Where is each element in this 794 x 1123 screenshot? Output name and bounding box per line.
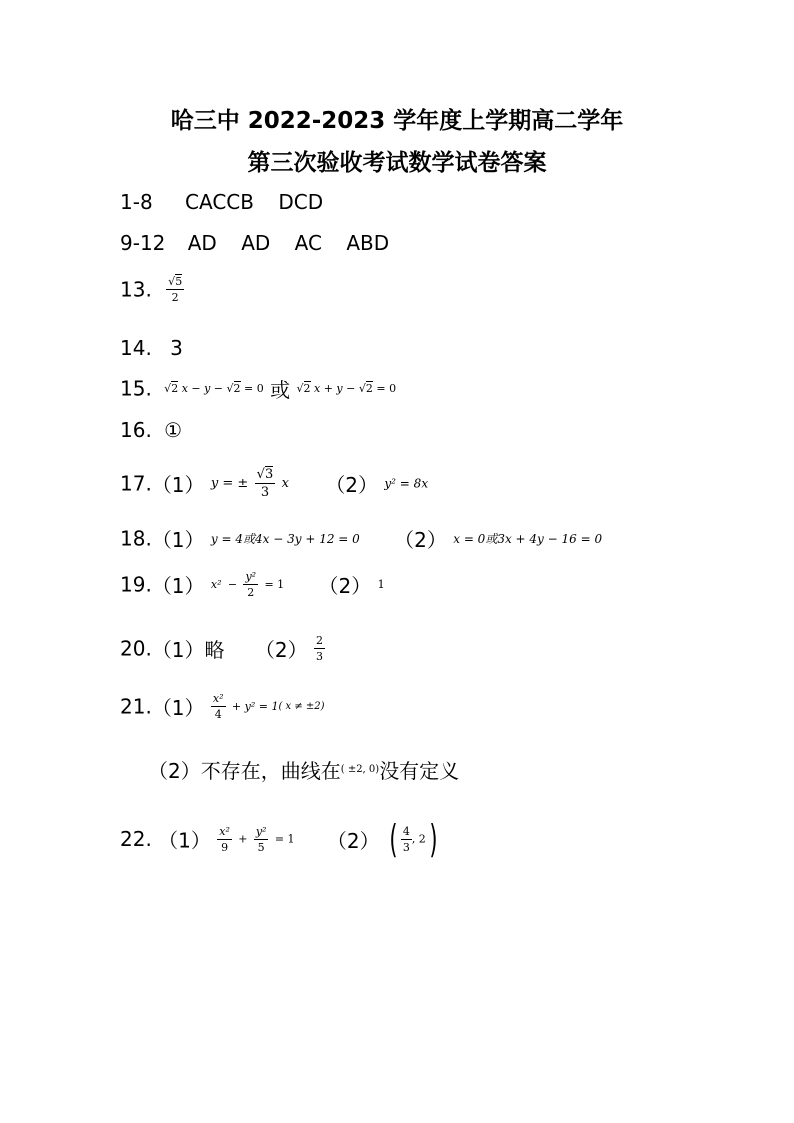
point: ( ±2, 0) [340,764,380,775]
part-label: （2） [394,528,447,552]
part-label: （1） [158,828,211,853]
answer-text: CACCB [185,190,254,214]
answer-row-18 [120,524,602,553]
part-label: （2） [148,759,201,783]
equation: y = 4或4x − 3y + 12 = 0 [210,532,360,546]
part-label: （1） [151,473,205,497]
part-label: （1） [151,696,205,720]
equation: − [227,578,238,591]
answer-text: 没有定义 [379,759,460,783]
answer-text: 3 [170,336,183,360]
question-label: 9-12 [120,231,166,255]
question-label: 14. [120,336,152,360]
fraction: $\frac{√3}{3}$ [256,467,274,500]
title-line1: 哈三中 2022-2023 学年度上学期高二学年 [170,108,624,134]
question-label: 17. [120,471,152,496]
fraction: $\frac{√5}{2}$ [168,275,183,304]
answer-row-15 [120,374,396,403]
fraction: $\frac{2}{3}$ [316,634,323,663]
equation: √2 x − y − √2 = 0 [164,382,264,395]
answer-text: 略 [204,638,225,662]
fraction: $\frac{\text{y²}}{5}$ [255,824,267,854]
question-label: 21. [120,694,152,719]
question-label: 22. [120,827,152,851]
answer-text: AC [294,231,322,255]
question-label: 13. [120,277,152,302]
equation: y² = 8x [384,476,429,491]
equation: + y² = 1 [231,700,279,713]
part-label: （2） [326,828,380,853]
question-label: 16. [120,418,152,442]
equation: = 1 [274,832,295,846]
answer-text: 1 [377,578,385,591]
equation: y = ± [210,476,249,491]
answer-row-17 [120,468,428,499]
question-label: 1-8 [120,190,153,214]
answer-row-19 [120,570,385,599]
answer-row-21 [120,692,325,721]
question-label: 20. [120,636,152,661]
part-label: （1） [151,574,205,598]
fraction: $\frac{4}{3}$ [402,824,410,854]
question-label: 19. [120,572,152,597]
answer-row-14 [120,336,183,360]
answer-row-1-8 [120,190,323,214]
answer-row-20 [120,634,325,663]
fraction: $\frac{\text{x²}}{9}$ [219,824,230,854]
denominator: 2 [171,291,179,304]
fraction: $\frac{\text{y²}}{2}$ [245,570,257,599]
equation: ( x ≠ ±2) [278,701,325,712]
question-label: 18. [120,526,152,551]
part-label: （1） [151,638,205,662]
answer-row-22 [120,817,441,861]
part-label: （2） [318,574,372,598]
or-text: 或 [270,378,291,402]
question-label: 15. [120,376,152,401]
answer-text: ABD [346,231,390,255]
equation: , 2 [411,832,426,846]
answer-row-21-part2 [148,755,459,784]
left-paren: ( [389,817,398,861]
answer-text: AD [241,231,271,255]
part-label: （2） [325,473,379,497]
answer-text: ① [164,418,183,442]
answer-row-9-12 [120,231,389,255]
answer-row-16 [120,418,182,442]
fraction: $\frac{\text{x²}}{4}$ [212,692,224,721]
equation: √2 x + y − √2 = 0 [296,382,397,395]
title-line2: 第三次验收考试数学试卷答案 [247,150,547,176]
numerator: 5 [175,275,183,288]
equation: x = 0或3x + 4y − 16 = 0 [453,532,603,546]
answer-row-13 [120,276,184,303]
right-paren: ) [429,817,438,861]
answer-text: 不存在，曲线在 [200,759,341,783]
part-label: （2） [254,638,308,662]
equation: = 1 [264,578,285,591]
equation: x [281,476,289,491]
part-label: （1） [151,528,205,552]
equation: + [238,832,248,846]
answer-text: AD [187,231,217,255]
answer-text: DCD [278,190,324,214]
equation: x² [210,578,222,591]
